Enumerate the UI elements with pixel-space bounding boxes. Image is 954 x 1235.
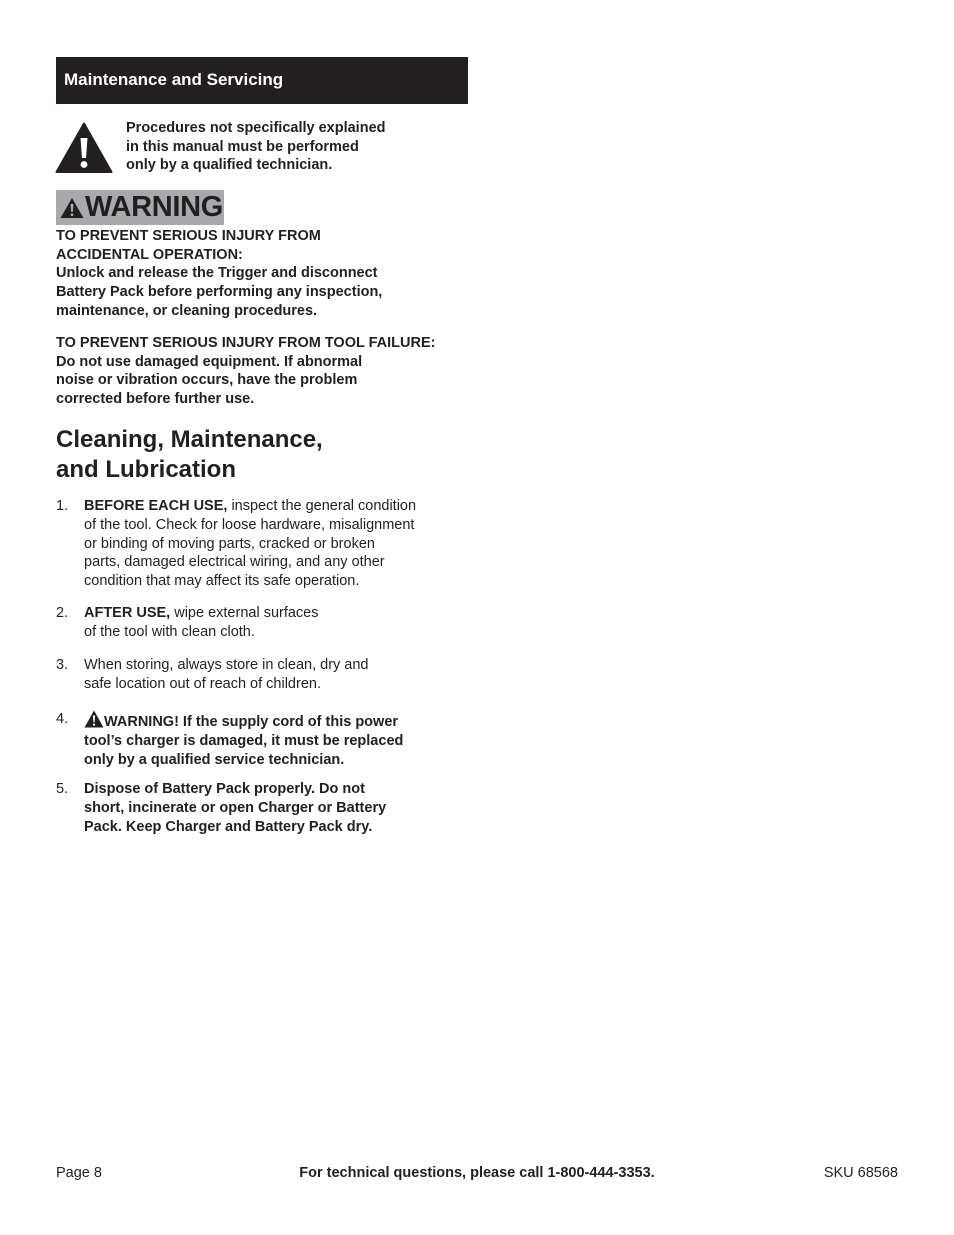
item-text: safe location out of reach of children. bbox=[84, 675, 321, 692]
item-text: inspect the general condition bbox=[227, 498, 417, 514]
caution-line: in this manual must be performed bbox=[126, 138, 359, 155]
sku-label: SKU 68568 bbox=[823, 1165, 898, 1181]
section-header: Maintenance and Servicing bbox=[56, 57, 468, 104]
exclamation-triangle-icon bbox=[55, 122, 113, 174]
caution-line: only by a qualified technician. bbox=[126, 157, 333, 173]
warning-badge bbox=[56, 190, 224, 225]
item-bold-lead: BEFORE EACH USE, bbox=[84, 498, 228, 514]
item-text: wipe external surfaces bbox=[170, 605, 319, 621]
item-text: Dispose of Battery Pack properly. Do not bbox=[84, 781, 365, 797]
list-item bbox=[56, 604, 456, 642]
item-number: 2. bbox=[56, 605, 69, 621]
warning-line: Unlock and release the Trigger and disconnect bbox=[56, 265, 378, 282]
heading-line: Cleaning, Maintenance, bbox=[56, 426, 323, 453]
item-text: When storing, always store in clean, dry and bbox=[84, 657, 369, 673]
item-text: parts, damaged electrical wiring, and any other bbox=[84, 554, 385, 571]
warning-triangle-icon bbox=[60, 197, 84, 219]
item-text: tool’s charger is damaged, it must be replaced bbox=[84, 732, 404, 749]
item-number: 1. bbox=[56, 498, 69, 514]
warning-line: Battery Pack before performing any inspection, bbox=[56, 284, 383, 301]
warning-line: corrected before further use. bbox=[56, 391, 255, 408]
caution-line: Procedures not specifically explained bbox=[126, 120, 386, 136]
support-phone-text: For technical questions, please call 1-800-444-3353. bbox=[299, 1165, 655, 1181]
list-item bbox=[56, 710, 456, 769]
item-text: only by a qualified service technician. bbox=[84, 751, 345, 768]
warning-accidental-operation bbox=[56, 227, 476, 321]
warning-line: TO PREVENT SERIOUS INJURY FROM bbox=[56, 228, 321, 244]
item-number: 4. bbox=[56, 711, 69, 727]
warning-line: Do not use damaged equipment. If abnormal bbox=[56, 353, 363, 370]
warning-line: TO PREVENT SERIOUS INJURY FROM TOOL FAILURE: bbox=[56, 335, 436, 351]
item-text: of the tool. Check for loose hardware, misalignment bbox=[84, 516, 415, 533]
warning-line: ACCIDENTAL OPERATION: bbox=[56, 246, 243, 263]
item-number: 5. bbox=[56, 781, 69, 797]
item-text: condition that may affect its safe operation. bbox=[84, 573, 360, 590]
item-text: of the tool with clean cloth. bbox=[84, 623, 255, 640]
warning-line: maintenance, or cleaning procedures. bbox=[56, 302, 318, 319]
section-heading bbox=[56, 425, 456, 485]
warning-triangle-icon bbox=[84, 710, 104, 728]
item-text: or binding of moving parts, cracked or broken bbox=[84, 535, 375, 552]
warning-line: noise or vibration occurs, have the problem bbox=[56, 372, 358, 389]
heading-line: and Lubrication bbox=[56, 456, 236, 483]
list-item bbox=[56, 780, 456, 836]
warning-tool-failure bbox=[56, 334, 476, 409]
list-item bbox=[56, 656, 456, 694]
page-number: Page 8 bbox=[56, 1165, 102, 1181]
caution-text bbox=[126, 119, 456, 175]
item-bold-lead: AFTER USE, bbox=[84, 605, 171, 621]
item-text: WARNING! If the supply cord of this power bbox=[104, 714, 399, 730]
list-item bbox=[56, 497, 456, 591]
warning-label: WARNING bbox=[85, 191, 224, 223]
item-text: Pack. Keep Charger and Battery Pack dry. bbox=[84, 818, 373, 835]
item-text: short, incinerate or open Charger or Battery bbox=[84, 799, 387, 816]
item-number: 3. bbox=[56, 657, 69, 673]
